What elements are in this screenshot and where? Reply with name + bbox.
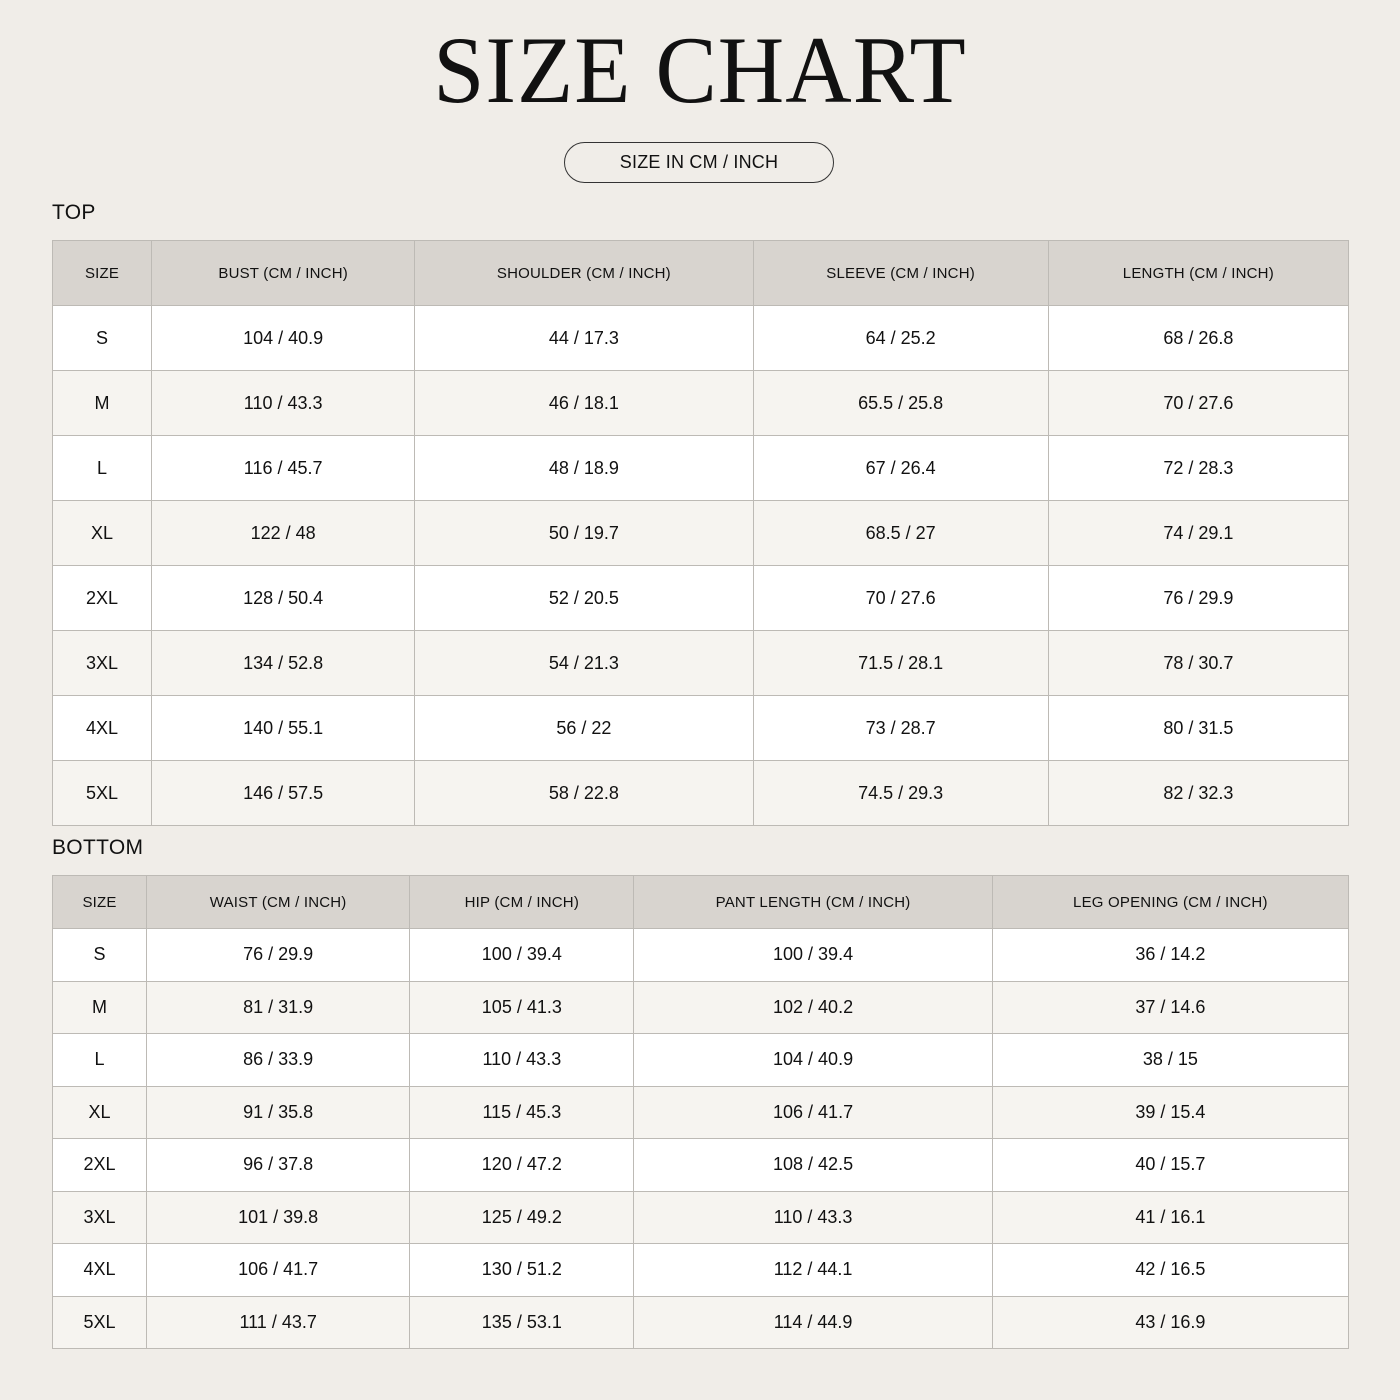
measurement-cell: 58 / 22.8 (415, 761, 753, 826)
measurement-cell: 42 / 16.5 (992, 1244, 1348, 1297)
measurement-cell: 111 / 43.7 (147, 1296, 410, 1349)
table-row (53, 501, 1349, 566)
measurement-cell: 74 / 29.1 (1048, 501, 1348, 566)
table-row (53, 1086, 1349, 1139)
measurement-cell: 76 / 29.9 (147, 929, 410, 982)
table-row (53, 436, 1349, 501)
measurement-cell: 64 / 25.2 (753, 306, 1048, 371)
column-header-size: SIZE (53, 241, 152, 306)
measurement-cell: 65.5 / 25.8 (753, 371, 1048, 436)
measurement-cell: 39 / 15.4 (992, 1086, 1348, 1139)
measurement-cell: 104 / 40.9 (152, 306, 415, 371)
section-label-bottom: BOTTOM (52, 836, 144, 859)
measurement-cell: 106 / 41.7 (634, 1086, 992, 1139)
table-row (53, 696, 1349, 761)
measurement-cell: 54 / 21.3 (415, 631, 753, 696)
table-row (53, 929, 1349, 982)
size-cell: S (53, 929, 147, 982)
measurement-cell: 110 / 43.3 (152, 371, 415, 436)
table-row (53, 566, 1349, 631)
unit-badge: SIZE IN CM / INCH (564, 142, 834, 183)
measurement-cell: 70 / 27.6 (753, 566, 1048, 631)
measurement-cell: 130 / 51.2 (410, 1244, 634, 1297)
size-cell: 4XL (53, 696, 152, 761)
top-size-table (52, 240, 1349, 826)
measurement-cell: 100 / 39.4 (634, 929, 992, 982)
measurement-cell: 114 / 44.9 (634, 1296, 992, 1349)
measurement-cell: 106 / 41.7 (147, 1244, 410, 1297)
size-cell: 2XL (53, 1139, 147, 1192)
measurement-cell: 67 / 26.4 (753, 436, 1048, 501)
size-cell: 5XL (53, 1296, 147, 1349)
measurement-cell: 110 / 43.3 (634, 1191, 992, 1244)
measurement-cell: 40 / 15.7 (992, 1139, 1348, 1192)
table-row (53, 761, 1349, 826)
measurement-cell: 52 / 20.5 (415, 566, 753, 631)
measurement-cell: 73 / 28.7 (753, 696, 1048, 761)
column-header-pant-length: PANT LENGTH (CM / INCH) (634, 876, 992, 929)
table-row (53, 1191, 1349, 1244)
table-row (53, 631, 1349, 696)
size-cell: 4XL (53, 1244, 147, 1297)
measurement-cell: 43 / 16.9 (992, 1296, 1348, 1349)
measurement-cell: 78 / 30.7 (1048, 631, 1348, 696)
measurement-cell: 105 / 41.3 (410, 981, 634, 1034)
size-cell: 5XL (53, 761, 152, 826)
column-header-leg-opening: LEG OPENING (CM / INCH) (992, 876, 1348, 929)
table-row (53, 1139, 1349, 1192)
page-title: SIZE CHART (433, 16, 967, 124)
measurement-cell: 135 / 53.1 (410, 1296, 634, 1349)
measurement-cell: 76 / 29.9 (1048, 566, 1348, 631)
measurement-cell: 37 / 14.6 (992, 981, 1348, 1034)
bottom-size-table (52, 875, 1349, 1349)
measurement-cell: 140 / 55.1 (152, 696, 415, 761)
column-header-shoulder: SHOULDER (CM / INCH) (415, 241, 753, 306)
measurement-cell: 82 / 32.3 (1048, 761, 1348, 826)
size-cell: S (53, 306, 152, 371)
size-cell: XL (53, 501, 152, 566)
size-cell: L (53, 436, 152, 501)
measurement-cell: 46 / 18.1 (415, 371, 753, 436)
column-header-size: SIZE (53, 876, 147, 929)
measurement-cell: 44 / 17.3 (415, 306, 753, 371)
table-row (53, 1296, 1349, 1349)
size-cell: 2XL (53, 566, 152, 631)
measurement-cell: 68 / 26.8 (1048, 306, 1348, 371)
measurement-cell: 96 / 37.8 (147, 1139, 410, 1192)
size-cell: 3XL (53, 631, 152, 696)
measurement-cell: 56 / 22 (415, 696, 753, 761)
column-header-hip: HIP (CM / INCH) (410, 876, 634, 929)
measurement-cell: 115 / 45.3 (410, 1086, 634, 1139)
table-row (53, 306, 1349, 371)
section-label-top: TOP (52, 201, 96, 224)
table-row (53, 1244, 1349, 1297)
measurement-cell: 110 / 43.3 (410, 1034, 634, 1087)
measurement-cell: 100 / 39.4 (410, 929, 634, 982)
measurement-cell: 104 / 40.9 (634, 1034, 992, 1087)
measurement-cell: 91 / 35.8 (147, 1086, 410, 1139)
measurement-cell: 116 / 45.7 (152, 436, 415, 501)
measurement-cell: 102 / 40.2 (634, 981, 992, 1034)
measurement-cell: 134 / 52.8 (152, 631, 415, 696)
measurement-cell: 80 / 31.5 (1048, 696, 1348, 761)
table-header-row (53, 876, 1349, 929)
measurement-cell: 50 / 19.7 (415, 501, 753, 566)
table-row (53, 981, 1349, 1034)
measurement-cell: 68.5 / 27 (753, 501, 1048, 566)
table-row (53, 1034, 1349, 1087)
size-cell: XL (53, 1086, 147, 1139)
column-header-bust: BUST (CM / INCH) (152, 241, 415, 306)
measurement-cell: 72 / 28.3 (1048, 436, 1348, 501)
column-header-sleeve: SLEEVE (CM / INCH) (753, 241, 1048, 306)
measurement-cell: 125 / 49.2 (410, 1191, 634, 1244)
measurement-cell: 74.5 / 29.3 (753, 761, 1048, 826)
measurement-cell: 120 / 47.2 (410, 1139, 634, 1192)
size-cell: L (53, 1034, 147, 1087)
measurement-cell: 48 / 18.9 (415, 436, 753, 501)
measurement-cell: 36 / 14.2 (992, 929, 1348, 982)
size-cell: 3XL (53, 1191, 147, 1244)
measurement-cell: 128 / 50.4 (152, 566, 415, 631)
measurement-cell: 122 / 48 (152, 501, 415, 566)
column-header-waist: WAIST (CM / INCH) (147, 876, 410, 929)
column-header-length: LENGTH (CM / INCH) (1048, 241, 1348, 306)
measurement-cell: 112 / 44.1 (634, 1244, 992, 1297)
measurement-cell: 41 / 16.1 (992, 1191, 1348, 1244)
measurement-cell: 38 / 15 (992, 1034, 1348, 1087)
measurement-cell: 146 / 57.5 (152, 761, 415, 826)
measurement-cell: 101 / 39.8 (147, 1191, 410, 1244)
measurement-cell: 108 / 42.5 (634, 1139, 992, 1192)
table-header-row (53, 241, 1349, 306)
measurement-cell: 71.5 / 28.1 (753, 631, 1048, 696)
measurement-cell: 70 / 27.6 (1048, 371, 1348, 436)
size-cell: M (53, 981, 147, 1034)
measurement-cell: 86 / 33.9 (147, 1034, 410, 1087)
table-row (53, 371, 1349, 436)
size-cell: M (53, 371, 152, 436)
measurement-cell: 81 / 31.9 (147, 981, 410, 1034)
